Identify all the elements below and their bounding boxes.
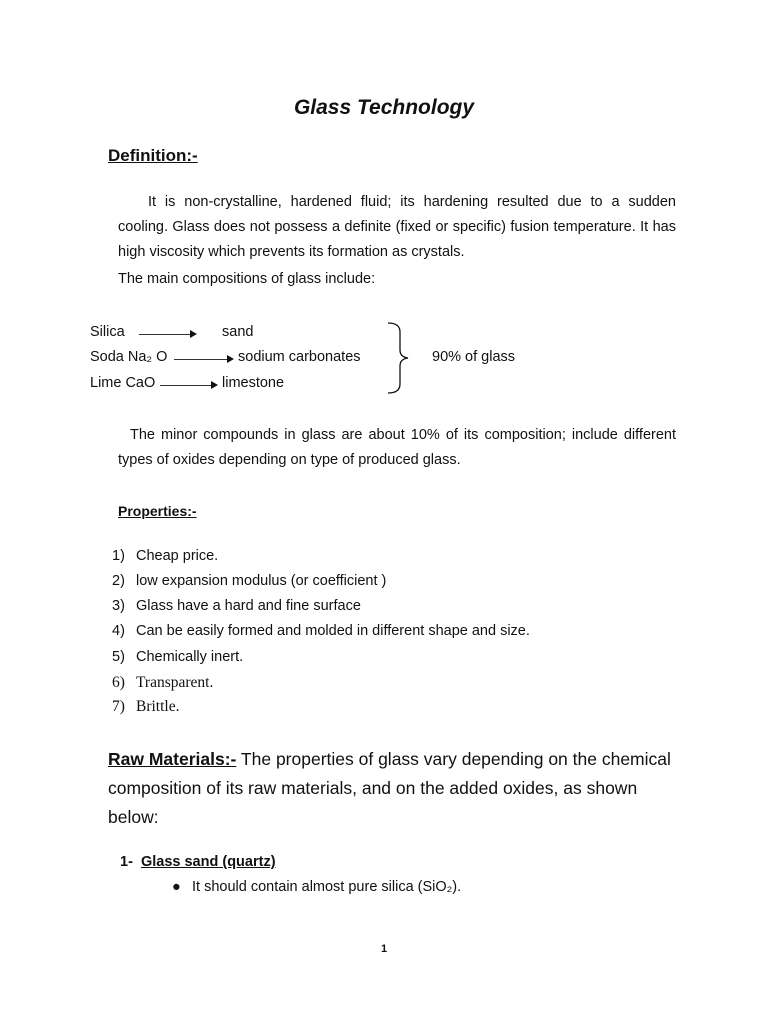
composition-source-limestone: limestone <box>222 375 285 391</box>
raw-materials-text: The properties of glass vary depending on the chemical composition of its raw materials, and on the added oxides, as shown below: <box>108 749 671 827</box>
composition-source-sodium: sodium carbonates <box>238 349 361 365</box>
list-item-text: Cheap price. <box>136 548 219 564</box>
raw-materials-heading: Raw Materials:- <box>108 749 237 769</box>
list-item-number: 7) <box>112 698 125 715</box>
list-item-number: 6) <box>112 674 125 691</box>
list-item <box>172 879 461 895</box>
glass-sand-heading <box>120 854 276 870</box>
list-item <box>112 623 530 639</box>
composition-source-sand: sand <box>222 324 254 340</box>
minor-compounds-paragraph: The minor compounds in glass are about 10% of its composition; include different types of oxides depending on type of produced glass. <box>118 427 676 468</box>
list-item-text: Chemically inert. <box>136 649 244 665</box>
glass-sand-number: 1- <box>120 854 133 870</box>
page-number: 1 <box>380 943 388 955</box>
bullet-text: It should contain almost pure silica (SiO₂). <box>192 879 462 895</box>
list-item-text: Brittle. <box>136 698 180 715</box>
list-item-number: 5) <box>112 649 125 665</box>
composition-total: 90% of glass <box>432 349 516 365</box>
bullet-icon: ● <box>172 879 181 895</box>
glass-sand-title: Glass sand (quartz) <box>140 854 276 870</box>
list-item-text: Transparent. <box>136 674 214 691</box>
list-item <box>112 698 179 716</box>
composition-name-silica: Silica <box>90 324 125 340</box>
list-item-text: Can be easily formed and molded in different shape and size. <box>136 623 530 639</box>
arrow-icon <box>174 359 232 360</box>
composition-name-soda: Soda Na₂ O <box>90 349 168 365</box>
list-item-text: Glass have a hard and fine surface <box>136 598 361 614</box>
arrow-icon <box>139 334 195 335</box>
list-item <box>112 674 213 692</box>
page-title: Glass Technology <box>293 96 475 119</box>
list-item <box>112 598 361 614</box>
list-item-number: 2) <box>112 573 125 589</box>
composition-name-lime: Lime CaO <box>90 375 156 391</box>
list-item-number: 1) <box>112 548 125 564</box>
definition-heading: Definition:- <box>108 146 198 165</box>
curly-brace-icon <box>384 320 412 396</box>
properties-heading: Properties:- <box>118 503 197 519</box>
list-item-text: low expansion modulus (or coefficient ) <box>136 573 387 589</box>
list-item <box>112 548 218 564</box>
list-item <box>112 649 243 665</box>
arrow-icon <box>160 385 216 386</box>
definition-paragraph: It is non-crystalline, hardened fluid; its hardening resulted due to a sudden cooling. Glass does not possess a definite (fixed or specific) fusion temperature. It has high viscosity which prevents its formation as crystals. <box>118 194 676 260</box>
raw-materials-section <box>108 745 678 832</box>
list-item <box>112 573 386 589</box>
list-item-number: 4) <box>112 623 125 639</box>
list-item-number: 3) <box>112 598 125 614</box>
composition-intro: The main compositions of glass include: <box>118 271 376 287</box>
